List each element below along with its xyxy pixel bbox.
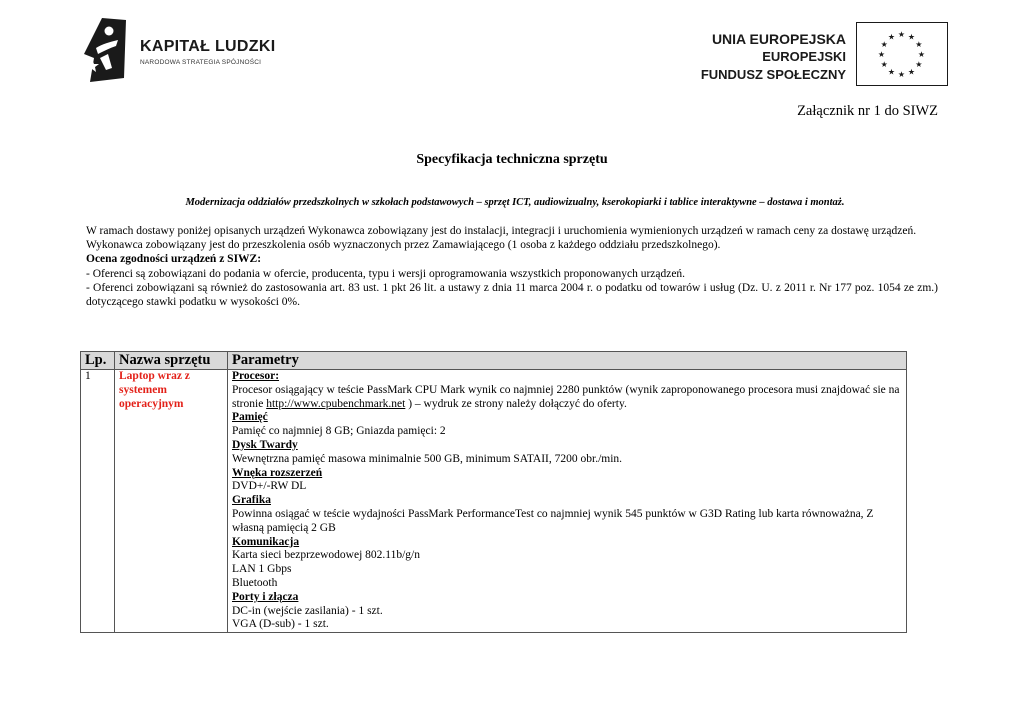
communication-lan: LAN 1 Gbps bbox=[232, 563, 292, 576]
ports-dc-in: DC-in (wejście zasilania) - 1 szt. bbox=[232, 604, 383, 617]
eu-logo-text bbox=[701, 30, 846, 84]
svg-text:★: ★ bbox=[907, 67, 916, 77]
svg-text:★: ★ bbox=[915, 60, 923, 69]
cpubenchmark-link[interactable]: http://www.cpubenchmark.net bbox=[266, 397, 406, 410]
row-item-name: Laptop wraz z systemem operacyjnym bbox=[115, 370, 228, 633]
kapital-ludzki-logo bbox=[82, 18, 292, 82]
kapital-ludzki-title: KAPITAŁ LUDZKI bbox=[140, 38, 276, 55]
table-row bbox=[81, 370, 907, 633]
svg-text:★: ★ bbox=[880, 40, 888, 49]
svg-text:★: ★ bbox=[897, 70, 906, 79]
intro-section bbox=[86, 224, 938, 309]
table-header-row bbox=[81, 352, 907, 370]
eu-line1: UNIA EUROPEJSKA bbox=[711, 31, 846, 47]
eu-stars-icon bbox=[857, 23, 946, 84]
memory-text: Pamięć co najmniej 8 GB; Gniazda pamięci: 2 bbox=[232, 425, 446, 438]
annex-label: Załącznik nr 1 do SIWZ bbox=[797, 103, 938, 119]
eu-line3: FUNDUSZ SPOŁECZNY bbox=[700, 67, 846, 82]
processor-text-b: ) – wydruk ze strony należy dołączyć do oferty. bbox=[405, 397, 627, 410]
eu-line2: EUROPEJSKI bbox=[762, 49, 846, 64]
communication-wifi: Karta sieci bezprzewodowej 802.11b/g/n bbox=[232, 549, 420, 562]
bay-heading: Wnęka rozszerzeń bbox=[232, 466, 323, 479]
document-subtitle: Modernizacja oddziałów przedszkolnych w szkołach podstawowych – sprzęt ICT, audiowizualny, kserokopiarki i tablice interaktywne – dostawa i montaż. bbox=[185, 197, 845, 208]
compliance-heading: Ocena zgodności urządzeń z SIWZ: bbox=[86, 253, 262, 266]
svg-text:★: ★ bbox=[887, 67, 896, 77]
ports-heading: Porty i złącza bbox=[232, 590, 299, 603]
graphics-heading: Grafika bbox=[232, 494, 271, 507]
document-title: Specyfikacja techniczna sprzętu bbox=[416, 152, 608, 167]
disk-text: Wewnętrzna pamięć masowa minimalnie 500 GB, minimum SATAII, 7200 obr./min. bbox=[232, 452, 623, 465]
header-params: Parametry bbox=[228, 352, 907, 370]
svg-text:★: ★ bbox=[897, 30, 906, 39]
intro-paragraph-2: Wykonawca zobowiązany jest do przeszkolenia osób wyznaczonych przez Zamawiającego (1 osoba z każdego oddziału przedszkolnego). bbox=[86, 239, 721, 252]
graphics-text: Powinna osiągać w teście wydajności PassMark PerformanceTest co najmniej wynik 545 punktów w G3D Rating lub karta równoważna, Z własną pamięcią 2 GB bbox=[232, 507, 874, 534]
svg-text:★: ★ bbox=[880, 60, 888, 69]
communication-bluetooth: Bluetooth bbox=[232, 576, 278, 589]
bay-text: DVD+/-RW DL bbox=[232, 480, 307, 493]
disk-heading: Dysk Twardy bbox=[232, 438, 298, 451]
svg-text:★: ★ bbox=[915, 40, 923, 49]
svg-text:★: ★ bbox=[917, 50, 926, 59]
memory-heading: Pamięć bbox=[232, 411, 268, 424]
processor-text-a: Procesor osiągający w teście PassMark CPU Mark wynik co najmniej 2280 punktów (wynik zaproponowanego procesora musi znajdować sie na stronie bbox=[232, 383, 900, 410]
header-lp: Lp. bbox=[81, 352, 115, 370]
processor-text bbox=[232, 384, 902, 412]
row-lp: 1 bbox=[81, 370, 115, 633]
communication-heading: Komunikacja bbox=[232, 535, 300, 548]
compliance-item-1: - Oferenci są zobowiązani do podania w ofercie, producenta, typu i wersji oprogramowania wszystkich proponowanych urządzeń. bbox=[86, 267, 686, 280]
intro-paragraph-1: W ramach dostawy poniżej opisanych urządzeń Wykonawca zobowiązany jest do instalacji, integracji i uruchomienia wymienionych urządzeń w ramach ceny za dostawę urządzeń. bbox=[86, 225, 917, 237]
kapital-ludzki-emblem-icon bbox=[82, 18, 132, 82]
kapital-ludzki-subtitle: NARODOWA STRATEGIA SPÓJNOŚCI bbox=[140, 59, 262, 66]
compliance-item-2: - Oferenci zobowiązani są również do zastosowania art. 83 ust. 1 pkt 26 lit. a ustawy z dnia 11 marca 2004 r. o podatku od towarów i usług (Dz. U. z 2011 r. Nr 177 poz. 1054 ze zm.) dotyczącego stawki podatku w wysokości 0%. bbox=[86, 281, 938, 309]
eu-flag bbox=[856, 22, 948, 86]
header-name: Nazwa sprzętu bbox=[115, 352, 228, 370]
eu-logo bbox=[700, 22, 948, 88]
row-parameters bbox=[228, 370, 907, 633]
svg-text:★: ★ bbox=[887, 32, 896, 42]
processor-heading: Procesor: bbox=[232, 370, 280, 382]
svg-text:★: ★ bbox=[907, 32, 916, 42]
spec-table bbox=[80, 351, 907, 633]
svg-text:★: ★ bbox=[877, 50, 886, 59]
ports-vga: VGA (D-sub) - 1 szt. bbox=[232, 618, 329, 631]
